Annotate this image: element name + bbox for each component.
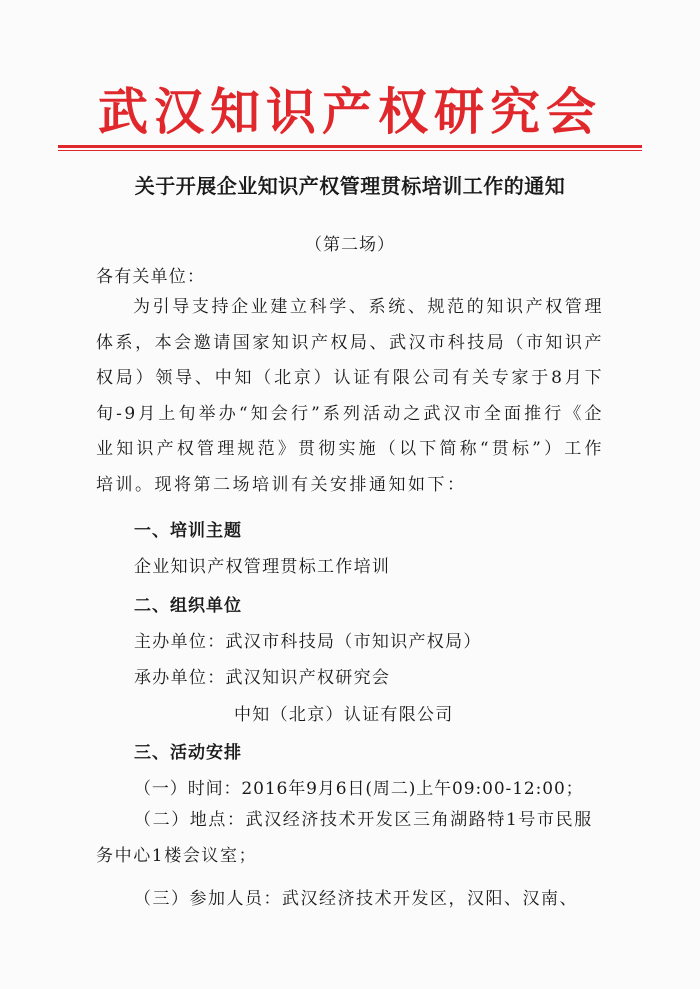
salutation: 各有关单位：	[96, 267, 206, 287]
schedule-location: （二）地点：武汉经济技术开发区三角湖路特1号市民服务中心1楼会议室；	[96, 810, 593, 866]
section-topic-content: 企业知识产权管理贯标工作培训	[134, 557, 391, 577]
section-organizers-heading: 二、组织单位	[134, 596, 242, 616]
letterhead-organization: 武汉知识产权研究会	[98, 82, 602, 141]
section-schedule-heading: 三、活动安排	[134, 743, 242, 763]
co-organizer-2: 中知（北京）认证有限公司	[234, 705, 454, 725]
letterhead-divider-thin	[58, 150, 642, 151]
notice-session: （第二场）	[305, 235, 395, 255]
intro-paragraph: 为引导支持企业建立科学、系统、规范的知识产权管理体系，本会邀请国家知识产权局、武汉市科技局（市知识产权局）领导、中知（北京）认证有限公司有关专家于8月下旬-9月上旬举办“知会行”系列活动之武汉市全面推行《企业知识产权管理规范》贯彻实施（以下简称“贯标”）工作培训。现将第二场培训有关安排通知如下：	[96, 297, 604, 495]
schedule-time: （一）时间：2016年9月6日(周二)上午09:00-12:00；	[134, 779, 584, 799]
schedule-participants: （三）参加人员：武汉经济技术开发区，汉阳、汉南、	[134, 889, 578, 909]
host-unit: 主办单位：武汉市科技局（市知识产权局）	[134, 632, 482, 652]
letterhead-divider-thick	[58, 145, 642, 148]
co-organizer-1: 承办单位：武汉知识产权研究会	[134, 668, 391, 688]
section-topic-heading: 一、培训主题	[134, 521, 242, 541]
notice-title: 关于开展企业知识产权管理贯标培训工作的通知	[134, 174, 566, 198]
